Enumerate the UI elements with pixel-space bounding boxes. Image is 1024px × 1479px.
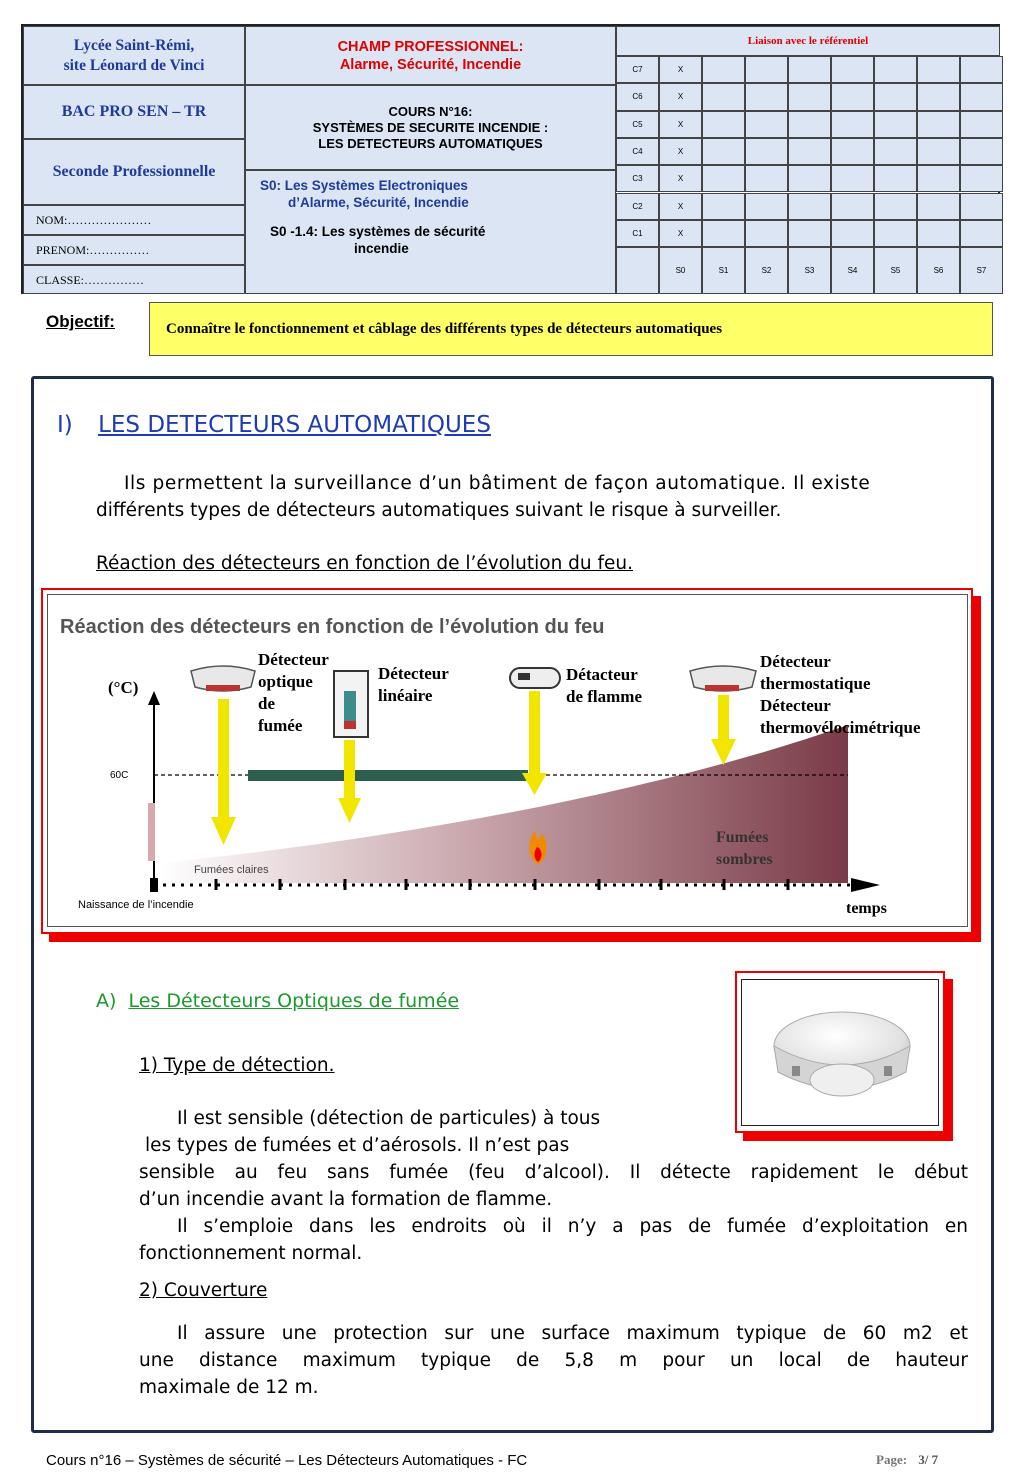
intro-paragraph	[96, 470, 968, 524]
grid-cell	[788, 220, 831, 247]
p1-line3: sensible au feu sans fumée (feu d’alcool). Il détecte rapidement le début	[139, 1162, 968, 1183]
sectionA-letter: A)	[96, 990, 117, 1012]
page-indicator	[876, 1452, 938, 1468]
grid-cell	[874, 111, 917, 138]
grid-cell	[960, 83, 1003, 110]
naissance-label: Naissance de l’incendie	[78, 899, 194, 911]
det-thermo-line4: thermovélocimétrique	[760, 718, 921, 737]
savoir-column-label: S1	[702, 247, 745, 294]
prenom-label: PRENOM:……………	[36, 243, 150, 257]
grid-cell	[917, 193, 960, 220]
fumees-sombres-line1: Fumées	[716, 829, 769, 846]
y-axis-marker	[148, 803, 155, 861]
s0-cell	[245, 170, 616, 294]
fire-evolution-diagram	[47, 594, 968, 927]
grid-cell	[745, 111, 788, 138]
grid-cell	[702, 220, 745, 247]
det-flamme-line1: Détacteur	[566, 665, 638, 684]
reaction-subtitle: Réaction des détecteurs en fonction de l’évolution du feu.	[96, 553, 634, 574]
competence-mark: X	[659, 165, 702, 192]
school-cell	[23, 26, 245, 85]
school-site: site Léonard de Vinci	[63, 56, 205, 74]
p1-line1: Il est sensible (détection de particules) à tous	[177, 1108, 601, 1129]
det-thermo-line2: thermostatique	[760, 674, 871, 693]
bac-label: BAC PRO SEN – TR	[61, 103, 207, 120]
liaison-cell	[616, 26, 1000, 56]
objective-label: Objectif:	[46, 312, 115, 331]
y-unit: (°C)	[108, 678, 139, 697]
s014-line1: S0 -1.4: Les systèmes de sécurité	[270, 224, 486, 239]
grid-cell	[917, 83, 960, 110]
grid-cell	[960, 111, 1003, 138]
champ-line1: CHAMP PROFESSIONNEL:	[337, 38, 524, 55]
grid-cell	[831, 83, 874, 110]
grid-cell	[960, 138, 1003, 165]
grid-cell	[917, 138, 960, 165]
section1-heading	[57, 412, 491, 438]
thermostatic-detector-icon	[690, 666, 756, 765]
champ-line2: Alarme, Sécurité, Incendie	[339, 56, 522, 73]
det-optique-line3: de	[258, 694, 275, 713]
grid-cell	[831, 111, 874, 138]
school-name: Lycée Saint-Rémi,	[73, 36, 195, 54]
threshold-label: 60C	[110, 770, 129, 781]
intro-line1: Ils permettent la surveillance d’un bâtiment de façon automatique. Il existe	[124, 473, 871, 494]
det-thermo-line3: Détecteur	[760, 696, 831, 715]
sub1-heading	[139, 1055, 335, 1076]
fumees-sombres-line2: sombres	[716, 851, 773, 868]
sectionA-title: Les Détecteurs Optiques de fumée	[128, 990, 460, 1012]
p1-line4: d’un incendie avant la formation de flamme.	[139, 1189, 553, 1210]
grid-cell	[702, 111, 745, 138]
savoir-column-label: S5	[874, 247, 917, 294]
linear-detector-icon	[334, 671, 368, 823]
det-thermo-line1: Détecteur	[760, 652, 831, 671]
origin-mark	[150, 878, 158, 892]
grid-cell	[788, 56, 831, 83]
coverage-paragraph	[139, 1320, 968, 1401]
level-label: Seconde Professionnelle	[52, 163, 216, 180]
grid-cell	[745, 220, 788, 247]
competence-label: C3	[616, 165, 659, 192]
grid-cell	[831, 220, 874, 247]
competence-mark: X	[659, 138, 702, 165]
competence-mark: X	[659, 193, 702, 220]
nom-field[interactable]	[23, 205, 245, 235]
det-flamme-line2: de flamme	[566, 687, 643, 706]
competence-mark: X	[659, 111, 702, 138]
grid-cell	[874, 165, 917, 192]
cours-line2: SYSTÈMES DE SECURITE INCENDIE :	[312, 119, 549, 135]
prenom-field[interactable]	[23, 235, 245, 265]
nom-label: NOM:…………………	[36, 213, 152, 227]
savoir-column-label: S0	[659, 247, 702, 294]
p2-line1: Il s’emploie dans les endroits où il n’y a pas de fumée d’exploitation en	[177, 1216, 968, 1237]
grid-cell	[874, 56, 917, 83]
objective-box	[149, 302, 993, 356]
grid-cell	[917, 165, 960, 192]
fire-diagram-svg	[48, 595, 969, 928]
footer-text: Cours n°16 – Systèmes de sécurité – Les Détecteurs Automatiques - FC	[46, 1452, 528, 1469]
savoir-column-label: S6	[917, 247, 960, 294]
grid-cell	[960, 56, 1003, 83]
savoir-column-label: S2	[745, 247, 788, 294]
competence-mark: X	[659, 56, 702, 83]
objective-text: Connaître le fonctionnement et câblage des différents types de détecteurs automatiques	[166, 320, 723, 337]
grid-cell	[745, 56, 788, 83]
grid-cell	[874, 83, 917, 110]
smoke-detector-photo	[741, 979, 939, 1126]
grid-cell	[874, 193, 917, 220]
grid-corner-cell	[616, 247, 659, 294]
grid-cell	[917, 111, 960, 138]
x-axis-arrow	[851, 878, 880, 892]
det-lineaire-line1: Détecteur	[378, 664, 449, 683]
fumees-claires-label: Fumées claires	[194, 864, 269, 876]
p1-line2: les types de fumées et d’aérosols. Il n’est pas	[145, 1135, 570, 1156]
y-axis-arrow	[148, 691, 160, 705]
det-optique-line4: fumée	[258, 716, 303, 735]
grid-cell	[788, 165, 831, 192]
liaison-label: Liaison avec le référentiel	[747, 35, 869, 47]
grid-cell	[831, 56, 874, 83]
sectionA-heading	[96, 990, 459, 1012]
competence-label: C2	[616, 193, 659, 220]
p3-line2: une distance maximum typique de 5,8 m pour un local de hauteur	[139, 1350, 968, 1371]
grid-cell	[960, 193, 1003, 220]
grid-cell	[745, 138, 788, 165]
savoir-column-label: S3	[788, 247, 831, 294]
grid-cell	[960, 220, 1003, 247]
cours-cell	[245, 85, 616, 170]
det-lineaire-line2: linéaire	[378, 686, 433, 705]
competence-label: C1	[616, 220, 659, 247]
competence-label: C5	[616, 111, 659, 138]
det-optique-line1: Détecteur	[258, 650, 329, 669]
competence-mark: X	[659, 220, 702, 247]
grid-cell	[874, 220, 917, 247]
cours-line1: COURS N°16:	[388, 103, 473, 119]
section1-num: I)	[57, 412, 73, 438]
grid-cell	[874, 138, 917, 165]
optical-smoke-detector-icon	[191, 666, 255, 845]
grid-cell	[745, 83, 788, 110]
s0-line2: d’Alarme, Sécurité, Incendie	[288, 195, 469, 210]
grid-cell	[788, 193, 831, 220]
p2-line2: fonctionnement normal.	[139, 1243, 363, 1264]
section1-title: LES DETECTEURS AUTOMATIQUES	[98, 412, 491, 438]
savoir-column-label: S7	[960, 247, 1003, 294]
classe-field[interactable]	[23, 265, 245, 294]
grid-cell	[745, 165, 788, 192]
page-label: Page:	[876, 1452, 908, 1467]
cours-line3: LES DETECTEURS AUTOMATIQUES	[318, 135, 543, 151]
level-cell	[23, 139, 245, 205]
temps-label: temps	[846, 900, 887, 917]
linear-detector-band	[248, 770, 528, 781]
grid-cell	[831, 165, 874, 192]
detection-paragraph	[139, 1105, 968, 1267]
s0-line1: S0: Les Systèmes Electroniques	[260, 178, 468, 193]
grid-cell	[960, 165, 1003, 192]
grid-cell	[831, 138, 874, 165]
page-number: 3/ 7	[918, 1452, 939, 1467]
grid-cell	[917, 220, 960, 247]
competence-label: C4	[616, 138, 659, 165]
p3-line3: maximale de 12 m.	[139, 1377, 319, 1398]
p3-line1: Il assure une protection sur une surface maximum typique de 60 m2 et	[177, 1323, 968, 1344]
grid-cell	[702, 193, 745, 220]
bac-cell	[23, 85, 245, 139]
savoir-column-label: S4	[831, 247, 874, 294]
grid-cell	[788, 111, 831, 138]
classe-label: CLASSE:……………	[36, 273, 145, 287]
grid-cell	[702, 138, 745, 165]
competence-label: C6	[616, 83, 659, 110]
champ-cell	[245, 26, 616, 85]
grid-cell	[745, 193, 788, 220]
grid-cell	[831, 193, 874, 220]
grid-cell	[788, 138, 831, 165]
grid-cell	[788, 83, 831, 110]
grid-cell	[702, 165, 745, 192]
det-optique-line2: optique	[258, 672, 313, 691]
s014-line2: incendie	[354, 241, 409, 256]
grid-cell	[702, 56, 745, 83]
competence-mark: X	[659, 83, 702, 110]
sub2-title: 2) Couverture	[139, 1280, 268, 1301]
competence-label: C7	[616, 56, 659, 83]
grid-cell	[917, 56, 960, 83]
header-table	[21, 24, 1000, 294]
grid-cell	[702, 83, 745, 110]
sub1-title: 1) Type de détection.	[139, 1055, 335, 1076]
diagram-title: Réaction des détecteurs en fonction de l’évolution du feu	[60, 616, 605, 638]
intro-line2: différents types de détecteurs automatiques suivant le risque à surveiller.	[96, 500, 782, 521]
